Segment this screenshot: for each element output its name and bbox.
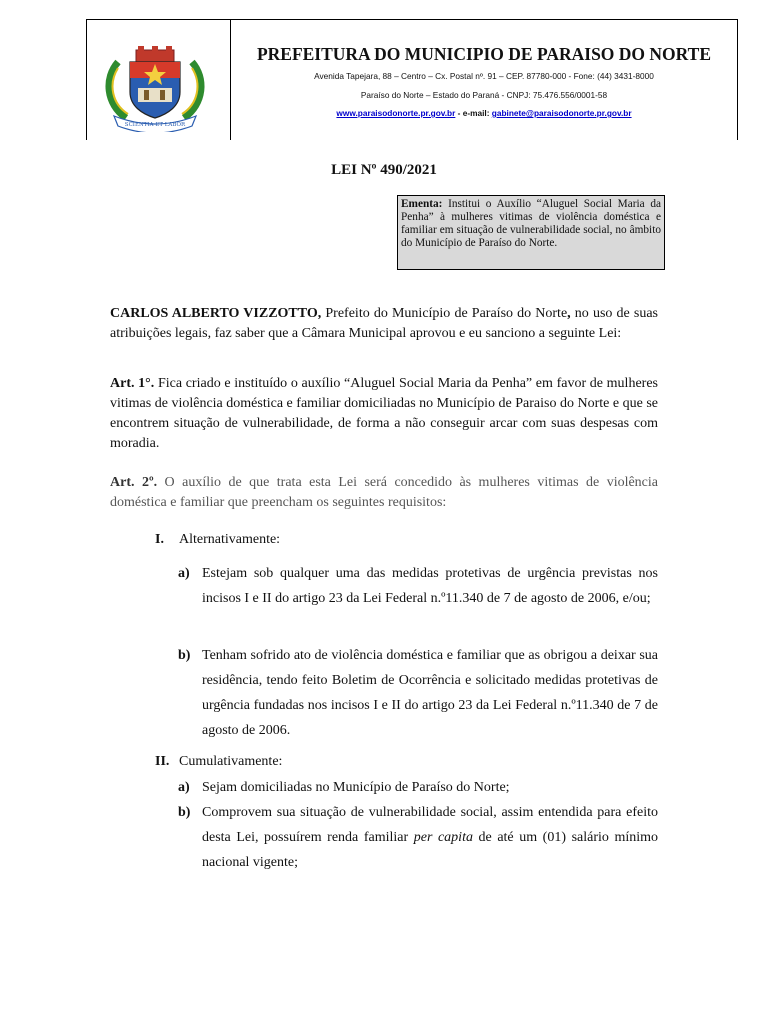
item-letter: a): [178, 780, 190, 795]
article-1-text: Fica criado e instituído o auxílio “Aluguel Social Maria da Penha” em favor de mulheres vitimas de violência doméstica e familiar domiciliadas no Município de Paraiso do Norte e que se encontrem situação de vulnerabilidade, de forma a não conseguir arcar com suas despesas com moradia.: [110, 376, 658, 451]
svg-text:SCIENTIA ET LABOR: SCIENTIA ET LABOR: [124, 122, 186, 128]
preamble-text-a: Prefeito do Município de Paraíso do Norte: [321, 306, 568, 321]
section-ii-label: Cumulativamente:: [179, 754, 283, 769]
website-link[interactable]: www.paraisodonorte.pr.gov.br: [336, 108, 456, 118]
email-label: - e-mail:: [455, 108, 492, 118]
per-capita-emphasis: per capita: [413, 830, 473, 845]
article-2: [110, 473, 658, 513]
preamble-comma: ,: [567, 306, 571, 321]
article-2-text: O auxílio de que trata esta Lei será concedido às mulheres vitimas de violência doméstica e familiar que preencham os seguintes requisitos:: [110, 475, 658, 510]
section-ii-item-b: [178, 800, 658, 875]
mayor-name: CARLOS ALBERTO VIZZOTTO,: [110, 306, 322, 321]
municipal-coat-of-arms-logo: [100, 44, 210, 132]
section-i-item-b: [178, 643, 658, 743]
section-i-item-a: [178, 561, 658, 636]
email-link[interactable]: gabinete@paraisodonorte.pr.gov.br: [491, 108, 632, 118]
ementa-box: [397, 195, 665, 270]
section-ii-number: II.: [155, 754, 170, 769]
item-letter: b): [178, 805, 191, 820]
address-line: Avenida Tapejara, 88 – Centro – Cx. Postal nº. 91 – CEP. 87780-000 - Fone: (44) 3431-8000: [314, 71, 654, 81]
ementa-label: Ementa:: [401, 198, 443, 210]
city-cnpj-line: Paraíso do Norte – Estado do Paraná - CNPJ: 75.476.556/0001-58: [360, 90, 608, 100]
ementa-text: Institui o Auxílio “Aluguel Social Maria da Penha” à mulheres vitimas de violência doméstica e familiar em situação de vulnerabilidade social, no âmbito do Município de Paraíso do Norte.: [401, 198, 661, 249]
item-text: Tenham sofrido ato de violência doméstica e familiar que as obrigou a deixar sua residência, tendo feito Boletim de Ocorrência e solicitado medidas protetivas de urgência fundadas nos incisos I e II do artigo 23 da Lei Federal n.º11.340 de 7 de agosto de 2006.: [202, 648, 658, 738]
item-text: Estejam sob qualquer uma das medidas protetivas de urgência previstas nos incisos I e II do artigo 23 da Lei Federal n.º11.340 de 7 de agosto de 2006, e/ou;: [202, 566, 658, 606]
letterhead-left-border: [86, 19, 87, 140]
contact-links: [231, 108, 737, 118]
municipality-title: PREFEITURA DO MUNICIPIO DE PARAISO DO NORTE: [256, 44, 712, 64]
article-2-label: Art. 2º.: [110, 475, 158, 490]
section-i-number: I.: [155, 532, 164, 547]
item-text-b: de até um (01) salário mínimo nacional vigente;: [202, 830, 659, 870]
section-ii-item-a: [178, 776, 658, 800]
item-text-a: Comprovem sua situação de vulnerabilidade social, assim entendida para efeito desta Lei, possuírem renda familiar: [202, 805, 658, 845]
article-1-label: Art. 1°.: [110, 376, 155, 391]
item-text: [202, 800, 658, 875]
law-title: LEI Nº 490/2021: [331, 162, 437, 178]
item-letter: b): [178, 648, 191, 663]
preamble-text-b: no uso de suas atribuições legais, faz saber que a Câmara Municipal aprovou e eu sanciono a seguinte Lei:: [110, 306, 658, 341]
section-i-label: Alternativamente:: [179, 532, 281, 547]
preamble-paragraph: [110, 304, 658, 344]
item-letter: a): [178, 566, 190, 581]
article-1: [110, 374, 658, 454]
item-text: Sejam domiciliadas no Município de Paraíso do Norte;: [202, 780, 510, 795]
